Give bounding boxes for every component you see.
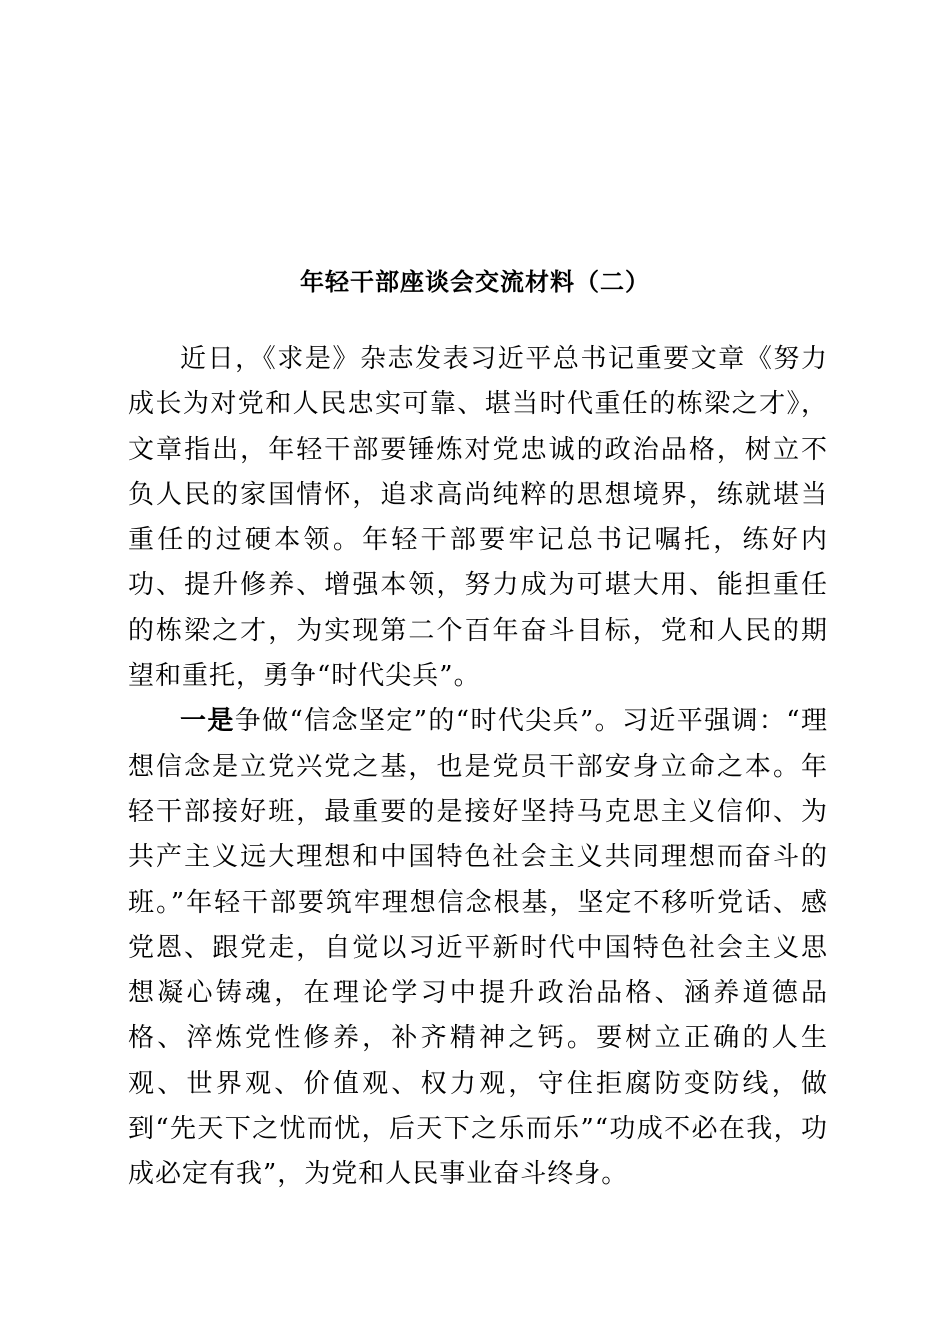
paragraph-text: 争做“信念坚定”的“时代尖兵”。习近平强调：“理想信念是立党兴党之基，也是党员干部安身立命之本。年轻干部接好班，最重要的是接好坚持马克思主义信仰、为共产主义远大理想和中国特色社会主义共同理想而奋斗的班。”年轻干部要筑牢理想信念根基，坚定不移听党话、感党恩、跟党走，自觉以习近平新时代中国特色社会主义思想凝心铸魂，在理论学习中提升政治品格、涵养道德品格、淬炼党性修养，补齐精神之钙。要树立正确的人生观、世界观、价值观、权力观，守住拒腐防变防线，做到“先天下之忧而忧，后天下之乐而乐”“功成不必在我，功成必定有我”，为党和人民事业奋斗终身。 [128, 706, 828, 1190]
document-title: 年轻干部座谈会交流材料（二） [300, 268, 650, 296]
paragraph-text: 近日，《求是》杂志发表习近平总书记重要文章《努力成长为对党和人民忠实可靠、堪当时代重任的栋梁之才》，文章指出，年轻干部要锤炼对党忠诚的政治品格，树立不负人民的家国情怀，追求高尚纯粹的思想境界，练就堪当重任的过硬本领。年轻干部要牢记总书记嘱托，练好内功、提升修养、增强本领，努力成为可堪大用、能担重任的栋梁之才，为实现第二个百年奋斗目标，党和人民的期望和重托，勇争“时代尖兵”。 [128, 344, 828, 692]
paragraph-intro [128, 337, 828, 699]
document-body [128, 337, 828, 1198]
paragraph-point-one [128, 699, 828, 1197]
paragraph-lead: 一是 [180, 706, 235, 737]
